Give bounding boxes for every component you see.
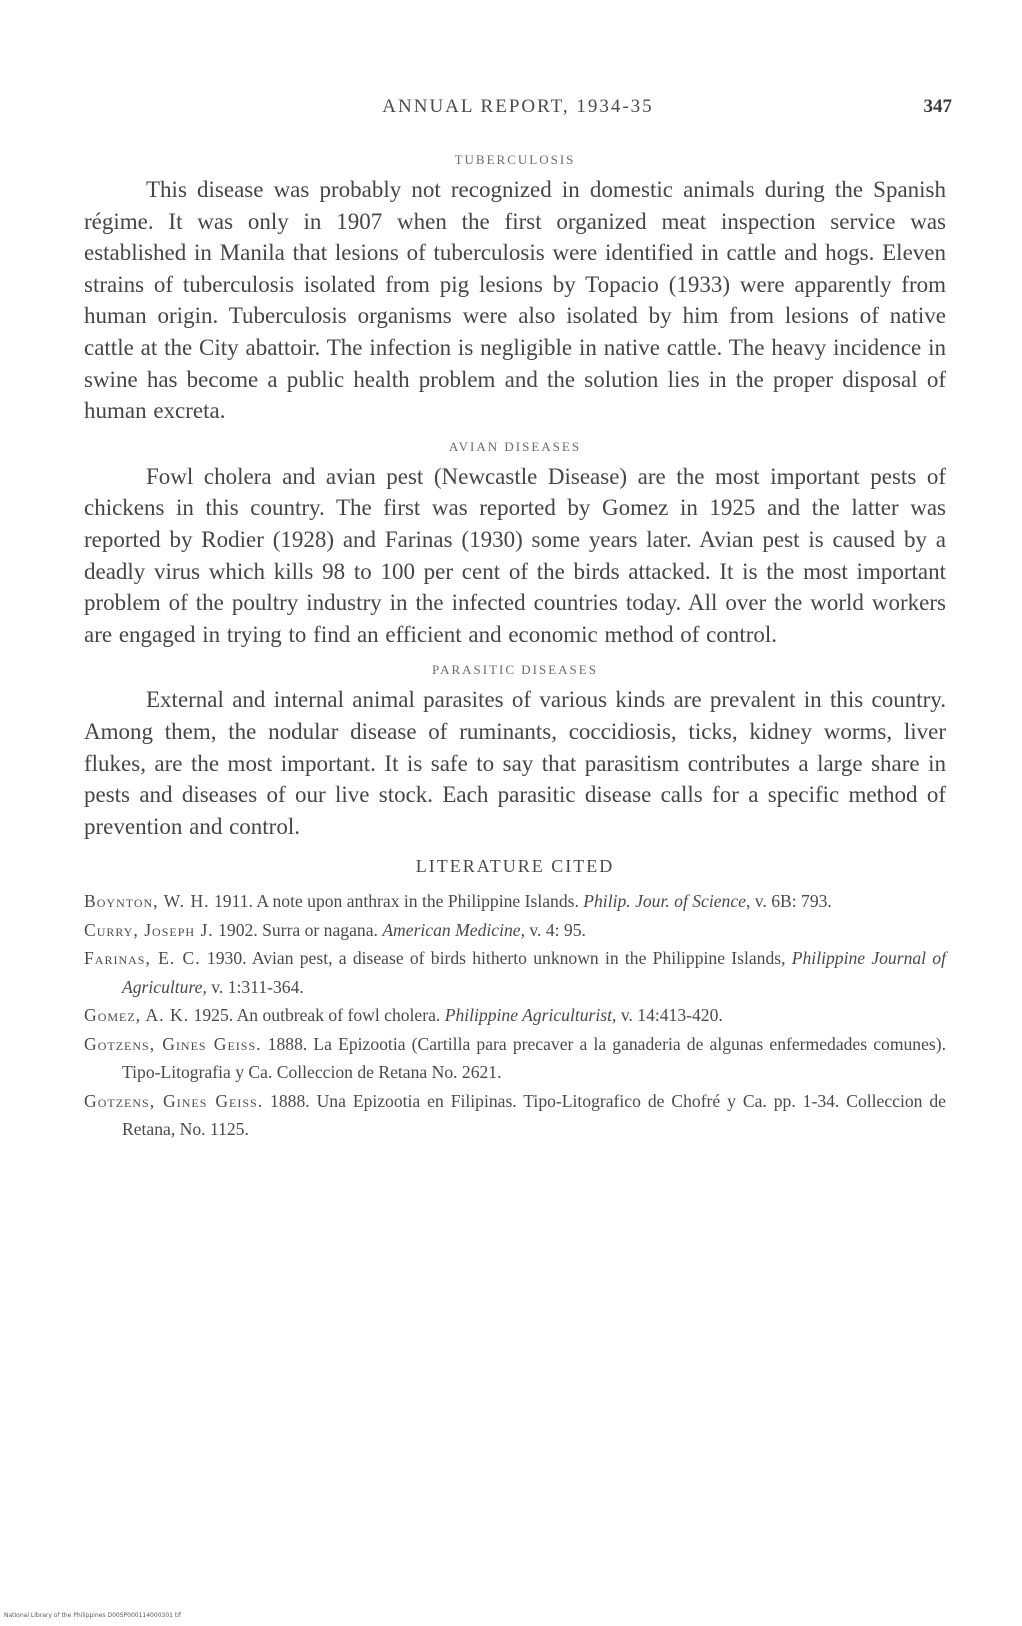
reference-title: A note upon anthrax in the Philippine Islands. xyxy=(256,891,579,912)
reference-author: Gotzens, Gines Geiss. xyxy=(84,1033,262,1054)
reference-journal: Philippine Journal of Agriculture xyxy=(122,948,946,997)
reference-title: Surra or nagana. xyxy=(262,919,378,940)
literature-cited-heading: LITERATURE CITED xyxy=(415,856,615,877)
reference-citation: , v. 14:413-420. xyxy=(612,1005,723,1026)
reference-journal: Philip. Jour. of Science xyxy=(583,891,746,912)
reference-year: 1902. xyxy=(218,919,258,940)
reference-author: Boynton, W. H. xyxy=(84,891,210,912)
reference-title: La Epizootia (Cartilla para precaver a la ganaderia de algunas enfermedades comunes). Tipo-Litografia y Ca. Colleccion de Retana No. 2621. xyxy=(122,1033,947,1083)
reference-citation: , v. 1:311-364. xyxy=(202,976,304,997)
reference-title: An outbreak of fowl cholera. xyxy=(236,1005,441,1026)
reference-citation: , v. 6B: 793. xyxy=(745,891,832,912)
reference-item xyxy=(84,1001,946,1030)
reference-citation: , v. 4: 95. xyxy=(520,919,586,940)
reference-list xyxy=(84,887,946,1144)
reference-author: Gomez, A. K. xyxy=(84,1005,190,1026)
section-heading-parasitic-diseases: PARASITIC DISEASES xyxy=(432,662,598,678)
reference-item xyxy=(84,944,946,1001)
reference-journal: American Medicine xyxy=(382,919,521,940)
paragraph-tuberculosis: This disease was probably not recognized in domestic animals during the Spanish régime. It was only in 1907 when the first organized meat inspection service was established in Manila that lesions of tuberculosis were identified in cattle and hogs. Eleven strains of tuberculosis isolated from pig lesions by Topacio (1933) were apparently from human origin. Tuberculosis organisms were also isolated by him from lesions of native cattle at the City abattoir. The infection is negligible in native cattle. The heavy incidence in swine has become a public health problem and the solution lies in the proper disposal of human excreta. xyxy=(84,177,946,424)
reference-author: Curry, Joseph J. xyxy=(84,919,214,940)
reference-year: 1911. xyxy=(213,891,253,912)
page-body xyxy=(84,152,946,1144)
reference-author: Gotzens, Gines Geiss. xyxy=(84,1090,264,1111)
running-header xyxy=(84,96,952,126)
reference-item xyxy=(84,916,946,945)
reference-title: Una Epizootia en Filipinas. Tipo-Litografico de Chofré y Ca. pp. 1-34. Colleccion de Retana, No. 1125. xyxy=(122,1090,946,1140)
reference-year: 1888. xyxy=(267,1033,308,1054)
reference-year: 1925. xyxy=(193,1005,234,1026)
reference-title: Avian pest, a disease of birds hitherto unknown in the Philippine Islands, xyxy=(251,948,786,969)
section-heading-avian-diseases: AVIAN DISEASES xyxy=(448,438,582,454)
reference-year: 1888. xyxy=(270,1090,310,1111)
section-heading-tuberculosis: TUBERCULOSIS xyxy=(454,152,576,167)
paragraph-avian-diseases: Fowl cholera and avian pest (Newcastle Disease) are the most important pests of chickens in this country. The first was reported by Gomez in 1925 and the latter was reported by Rodier (1928) and Farinas (1930) some years later. Avian pest is caused by a deadly virus which kills 98 to 100 per cent of the birds attacked. It is the most important problem of the poultry industry in the infected countries today. All over the world workers are engaged in trying to find an efficient and economic method of control. xyxy=(84,463,946,647)
page-number: 347 xyxy=(923,96,952,117)
reference-item xyxy=(84,887,946,916)
reference-journal: Philippine Agriculturist xyxy=(444,1005,613,1026)
scan-footer-note: National Library of the Philippines D00SP000114000301 tif xyxy=(4,1612,182,1619)
reference-year: 1930. xyxy=(206,948,247,969)
paragraph-parasitic-diseases: External and internal animal parasites of various kinds are prevalent in this country. Among them, the nodular disease of ruminants, coccidiosis, ticks, kidney worms, liver flukes, are the most important. It is safe to say that parasitism contributes a large share in pests and diseases of our live stock. Each parasitic disease calls for a specific method of prevention and control. xyxy=(84,687,946,839)
running-title: ANNUAL REPORT, 1934-35 xyxy=(382,96,654,117)
reference-item xyxy=(84,1030,946,1087)
reference-author: Farinas, E. C. xyxy=(84,948,201,969)
reference-item xyxy=(84,1087,946,1144)
